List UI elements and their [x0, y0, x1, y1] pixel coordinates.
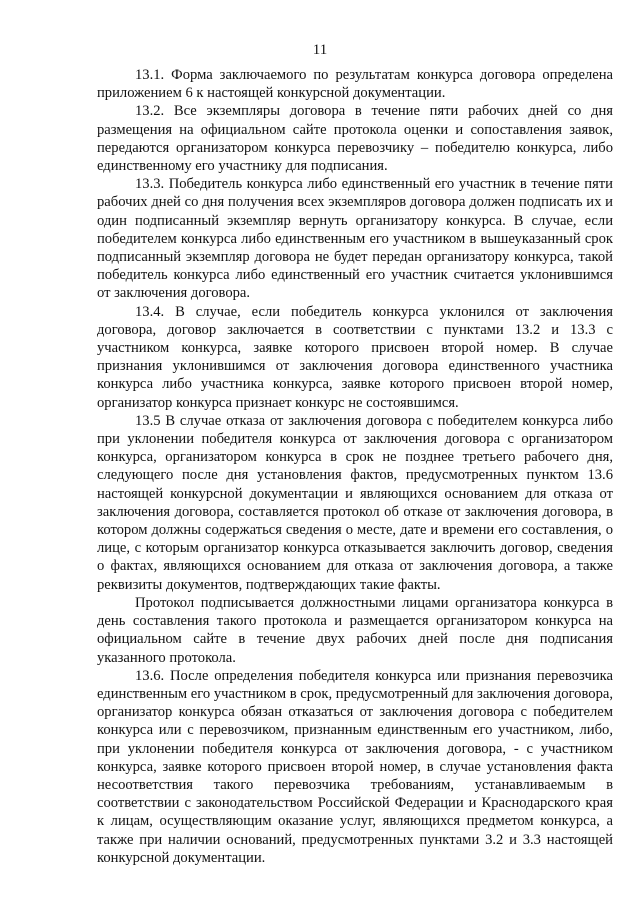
- paragraph-13-3: 13.3. Победитель конкурса либо единственный его участник в течение пяти рабочих дней со дня получения всех экземпляров договора должен подписать их и один подписанный экземпляр вернуть организатору конкурса. В случае, если победителем конкурса либо единственным его участником в вышеуказанный срок подписанный экземпляр договора не будет передан организатору конкурса, такой победитель конкурса либо единственный его участник считается уклонившимся от заключения договора.: [97, 176, 613, 302]
- document-body: [97, 66, 613, 867]
- paragraph-13-5: 13.5 В случае отказа от заключения договора с победителем конкурса либо при уклонении победителя конкурса от заключения договора с организатором конкурса, организатором конкурса в срок не позднее третьего рабочего дня, следующего после дня установления фактов, предусмотренных пунктом 13.6 настоящей конкурсной документации и являющихся основанием для отказа от заключения договора, составляется протокол об отказе от заключения договора, в котором должны содержаться сведения о месте, дате и времени его составления, о лице, с которым организатор конкурса отказывается заключить договор, сведения о фактах, являющихся основанием для отказа от заключения договора, а также реквизиты документов, подтверждающих такие факты.: [97, 412, 613, 593]
- paragraph-13-6: 13.6. После определения победителя конкурса или признания перевозчика единственным его участником в срок, предусмотренный для заключения договора, организатор конкурса обязан отказаться от заключения договора с победителем конкурса или с перевозчиком, признанным единственным его участником, либо, при уклонении победителя конкурса от заключения договора, - с участником конкурса, заявке которого присвоен второй номер, в случае установления факта несоответствия такого перевозчика требованиям, устанавливаемым в соответствии с законодательством Российской Федерации и Краснодарского края к лицам, осуществляющим оказание услуг, являющихся предметом конкурса, а также при наличии оснований, предусмотренных пунктами 3.2 и 3.3 настоящей конкурсной документации.: [97, 667, 613, 866]
- page-number: 11: [312, 42, 328, 58]
- paragraph-protocol: Протокол подписывается должностными лицами организатора конкурса в день составления такого протокола и размещается организатором конкурса на официальном сайте в течение двух рабочих дней после дня подписания указанного протокола.: [97, 594, 613, 666]
- paragraph-13-2: 13.2. Все экземпляры договора в течение пяти рабочих дней со дня размещения на официальном сайте протокола оценки и сопоставления заявок, передаются организатором конкурса перевозчику – победителю конкурса, либо единственному его участнику для подписания.: [97, 103, 613, 175]
- paragraph-13-1: 13.1. Форма заключаемого по результатам конкурса договора определена приложением 6 к настоящей конкурсной документации.: [97, 67, 613, 102]
- paragraph-13-4: 13.4. В случае, если победитель конкурса уклонился от заключения договора, договор заключается в соответствии с пунктами 13.2 и 13.3 с участником конкурса, заявке которого присвоен второй номер. В случае признания уклонившимся от заключения договора единственного участника конкурса либо участника конкурса, заявке которого присвоен второй номер, организатор конкурса признает конкурс не состоявшимся.: [97, 303, 613, 411]
